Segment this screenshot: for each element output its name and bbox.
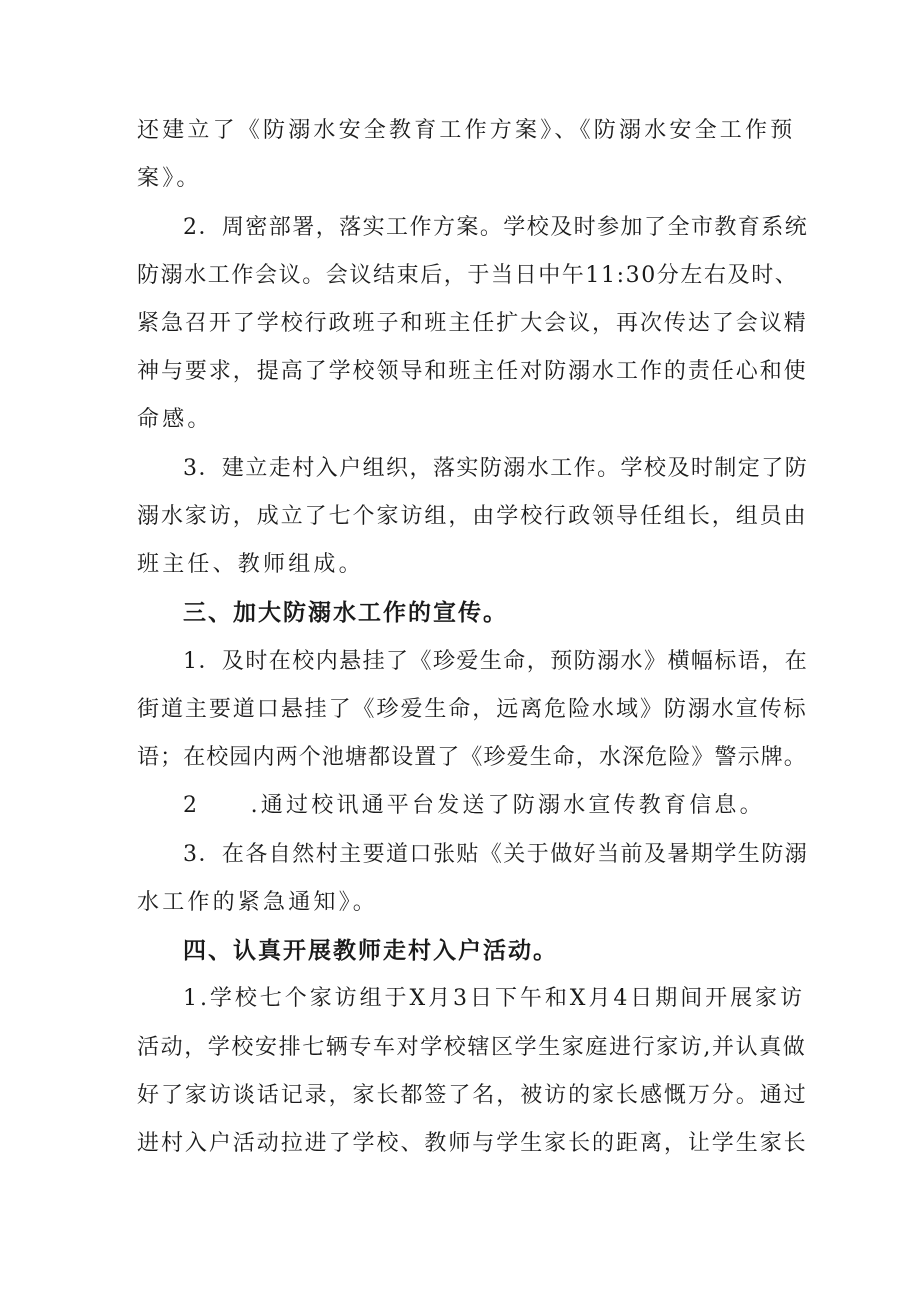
text-line: 命感。 bbox=[137, 407, 213, 432]
text-line: 还建立了《防溺水安全教育工作方案》、《防溺水安全工作预 bbox=[137, 118, 796, 143]
text-line: 进村入户活动拉进了学校、教师与学生家长的距离，让学生家长 bbox=[137, 1131, 808, 1156]
text-line: 1．及时在校内悬挂了《珍爱生命，预防溺水》横幅标语，在 bbox=[183, 649, 809, 674]
text-line: 溺水家访，成立了七个家访组，由学校行政领导任组长，组员由 bbox=[137, 504, 808, 529]
section-heading: 四、认真开展教师走村入户活动。 bbox=[183, 938, 558, 964]
text-line: 活动，学校安排七辆专车对学校辖区学生家庭进行家访,并认真做 bbox=[137, 1035, 807, 1060]
text-line: 2．周密部署，落实工作方案。学校及时参加了全市教育系统 bbox=[183, 215, 809, 240]
text-line: 防溺水工作会议。会议结束后，于当日中午11:30分左右及时、 bbox=[137, 263, 799, 288]
text-line: 语；在校园内两个池塘都设置了《珍爱生命，水深危险》警示牌。 bbox=[137, 745, 807, 770]
text-line: 街道主要道口悬挂了《珍爱生命，远离危险水域》防溺水宣传标 bbox=[137, 697, 808, 722]
text-line: 3．建立走村入户组织，落实防溺水工作。学校及时制定了防 bbox=[183, 456, 809, 481]
text-line: 1.学校七个家访组于X月3日下午和X月4日期间开展家访 bbox=[183, 986, 805, 1011]
text-line: 好了家访谈话记录，家长都签了名，被访的家长感慨万分。通过 bbox=[137, 1083, 808, 1108]
section-heading: 三、加大防溺水工作的宣传。 bbox=[183, 600, 508, 626]
text-line: 班主任、教师组成。 bbox=[137, 552, 364, 577]
text-line: 紧急召开了学校行政班子和班主任扩大会议，再次传达了会议精 bbox=[137, 311, 808, 336]
text-line: 2 .通过校讯通平台发送了防溺水宣传教育信息。 bbox=[183, 793, 765, 818]
text-line: 水工作的紧急通知》。 bbox=[137, 890, 379, 915]
text-line: 神与要求，提高了学校领导和班主任对防溺水工作的责任心和使 bbox=[137, 359, 808, 384]
text-line: 3．在各自然村主要道口张贴《关于做好当前及暑期学生防溺 bbox=[183, 842, 809, 867]
text-line: 案》。 bbox=[137, 166, 202, 191]
